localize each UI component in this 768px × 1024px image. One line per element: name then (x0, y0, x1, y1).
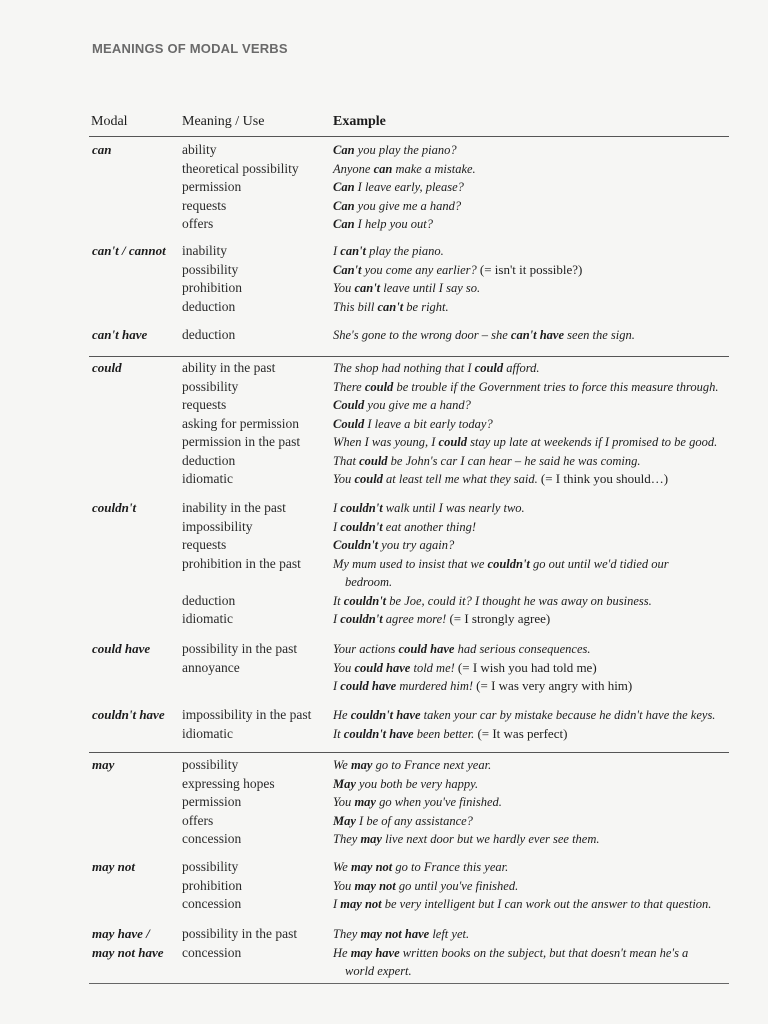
column-headers (91, 114, 731, 134)
meaning-item: theoretical possibility (182, 160, 299, 176)
header-modal: Modal (91, 114, 128, 129)
meaning-item: idiomatic (182, 611, 233, 626)
meaning-item: annoyance (182, 659, 240, 675)
meaning-list (182, 359, 300, 489)
example-sentence: Can I leave early, please? (333, 180, 464, 194)
modal-label: couldn't (92, 500, 137, 515)
meaning-item: requests (182, 537, 227, 552)
meaning-item: deduction (182, 452, 236, 468)
example-sentence: He may have written books on the subject, but that doesn't mean he's a world expert. (333, 945, 689, 978)
meaning-item: requests (182, 397, 227, 412)
example-sentence: This bill can't be right. (333, 299, 449, 314)
meaning-list (182, 706, 311, 743)
example-list (333, 756, 733, 849)
meaning-item: prohibition (182, 877, 242, 893)
example-sentence: You may not go until you've finished. (333, 878, 519, 893)
meaning-item: impossibility in the past (182, 707, 312, 722)
modal-label: couldn't have (92, 707, 165, 722)
example-list (333, 858, 733, 914)
modal-label: could (92, 360, 122, 375)
example-list (333, 640, 733, 696)
example-sentence: I couldn't agree more! (= I strongly agree) (333, 611, 551, 626)
meaning-list (182, 756, 275, 849)
meaning-item: concession (182, 944, 242, 960)
meaning-item: deduction (182, 592, 236, 608)
meaning-item: deduction (182, 327, 236, 342)
example-list (333, 141, 733, 234)
example-list (333, 499, 733, 629)
example-list (333, 925, 733, 981)
example-sentence: My mum used to insist that we couldn't go out until we'd tidied our bedroom. (333, 556, 669, 589)
modal-label: can't / cannot (92, 243, 166, 258)
example-sentence: You could have told me! (= I wish you had told me) (333, 659, 597, 675)
example-sentence: Could I leave a bit early today? (333, 416, 493, 431)
meaning-item: idiomatic (182, 471, 233, 486)
header-meaning: Meaning / Use (182, 114, 265, 129)
meaning-item: possibility in the past (182, 926, 298, 941)
example-sentence: I may not be very intelligent but I can work out the answer to that question. (333, 897, 712, 911)
example-sentence: Could you give me a hand? (333, 398, 471, 412)
example-sentence: It couldn't have been better. (= It was perfect) (333, 725, 568, 741)
example-sentence: I couldn't eat another thing! (333, 519, 477, 534)
meaning-item: permission (182, 794, 242, 809)
modal-label: can (92, 142, 112, 157)
meaning-item: possibility (182, 261, 239, 277)
modal-label: could have (92, 641, 151, 656)
meaning-item: prohibition (182, 280, 242, 295)
example-sentence: You may go when you've finished. (333, 795, 502, 809)
example-sentence: Can you give me a hand? (333, 198, 462, 213)
example-sentence: When I was young, I could stay up late at weekends if I promised to be good. (333, 435, 718, 449)
example-sentence: The shop had nothing that I could afford. (333, 361, 540, 375)
meaning-item: ability in the past (182, 360, 276, 375)
example-sentence: He couldn't have taken your car by mistake because he didn't have the keys. (333, 708, 716, 722)
example-list (333, 706, 733, 743)
bottom-divider (89, 983, 729, 984)
header-divider (89, 136, 729, 137)
meaning-item: inability (182, 243, 227, 258)
meaning-list (182, 640, 297, 677)
group-divider (89, 356, 729, 357)
meaning-item: asking for permission (182, 415, 299, 431)
meaning-item: inability in the past (182, 500, 286, 515)
example-sentence: They may not have left yet. (333, 927, 470, 941)
example-sentence: Can't you come any earlier? (= isn't it possible?) (333, 261, 583, 277)
meaning-item: offers (182, 812, 214, 828)
modal-label: may (92, 757, 115, 772)
example-sentence: Your actions could have had serious consequences. (333, 642, 591, 656)
meaning-list (182, 326, 235, 345)
example-sentence: You can't leave until I say so. (333, 281, 481, 295)
example-sentence: They may live next door but we hardly ever see them. (333, 832, 600, 846)
example-sentence: Can I help you out? (333, 217, 434, 231)
example-sentence: We may go to France next year. (333, 758, 492, 772)
meaning-item: concession (182, 831, 242, 846)
meaning-list (182, 242, 242, 316)
example-sentence: I can't play the piano. (333, 244, 444, 258)
header-example: Example (333, 114, 386, 129)
example-sentence: Couldn't you try again? (333, 538, 455, 552)
meaning-item (182, 573, 301, 592)
modal-label: may not (92, 859, 135, 874)
meaning-list (182, 141, 299, 234)
meaning-item: possibility in the past (182, 641, 298, 656)
example-sentence: That could be John's car I can hear – he said he was coming. (333, 453, 641, 468)
example-list (333, 326, 733, 345)
example-sentence: I could have murdered him! (= I was very angry with him) (333, 678, 633, 693)
group-divider (89, 752, 729, 753)
meaning-list (182, 858, 242, 914)
modal-label: may have / may not have (92, 926, 164, 960)
example-list (333, 359, 733, 489)
example-sentence: Anyone can make a mistake. (333, 161, 476, 176)
meaning-item: requests (182, 197, 227, 213)
meaning-item: permission in the past (182, 434, 301, 449)
meaning-item: possibility (182, 757, 239, 772)
meaning-item: impossibility (182, 518, 253, 534)
example-sentence: There could be trouble if the Government tries to force this measure through. (333, 379, 719, 394)
example-sentence: Can you play the piano? (333, 143, 457, 157)
example-sentence: You could at least tell me what they said. (= I think you should…) (333, 471, 669, 486)
meaning-item: possibility (182, 859, 239, 874)
example-sentence: May I be of any assistance? (333, 813, 473, 828)
meaning-item: idiomatic (182, 725, 233, 741)
meaning-list (182, 925, 297, 962)
modal-label: can't have (92, 327, 148, 342)
meaning-list (182, 499, 301, 629)
example-sentence: She's gone to the wrong door – she can't have seen the sign. (333, 328, 635, 342)
meaning-item: expressing hopes (182, 775, 275, 791)
meaning-item: possibility (182, 378, 239, 394)
example-sentence: I couldn't walk until I was nearly two. (333, 501, 525, 515)
example-sentence: We may not go to France this year. (333, 860, 509, 874)
meaning-item: permission (182, 179, 242, 194)
page-title: MEANINGS OF MODAL VERBS (92, 41, 288, 56)
meaning-item: prohibition in the past (182, 555, 301, 571)
example-sentence: May you both be very happy. (333, 776, 479, 791)
meaning-item: concession (182, 896, 242, 911)
meaning-item: ability (182, 142, 217, 157)
meaning-item: offers (182, 216, 214, 231)
example-sentence: It couldn't be Joe, could it? I thought he was away on business. (333, 593, 652, 608)
meaning-item: deduction (182, 298, 236, 314)
example-list (333, 242, 733, 316)
